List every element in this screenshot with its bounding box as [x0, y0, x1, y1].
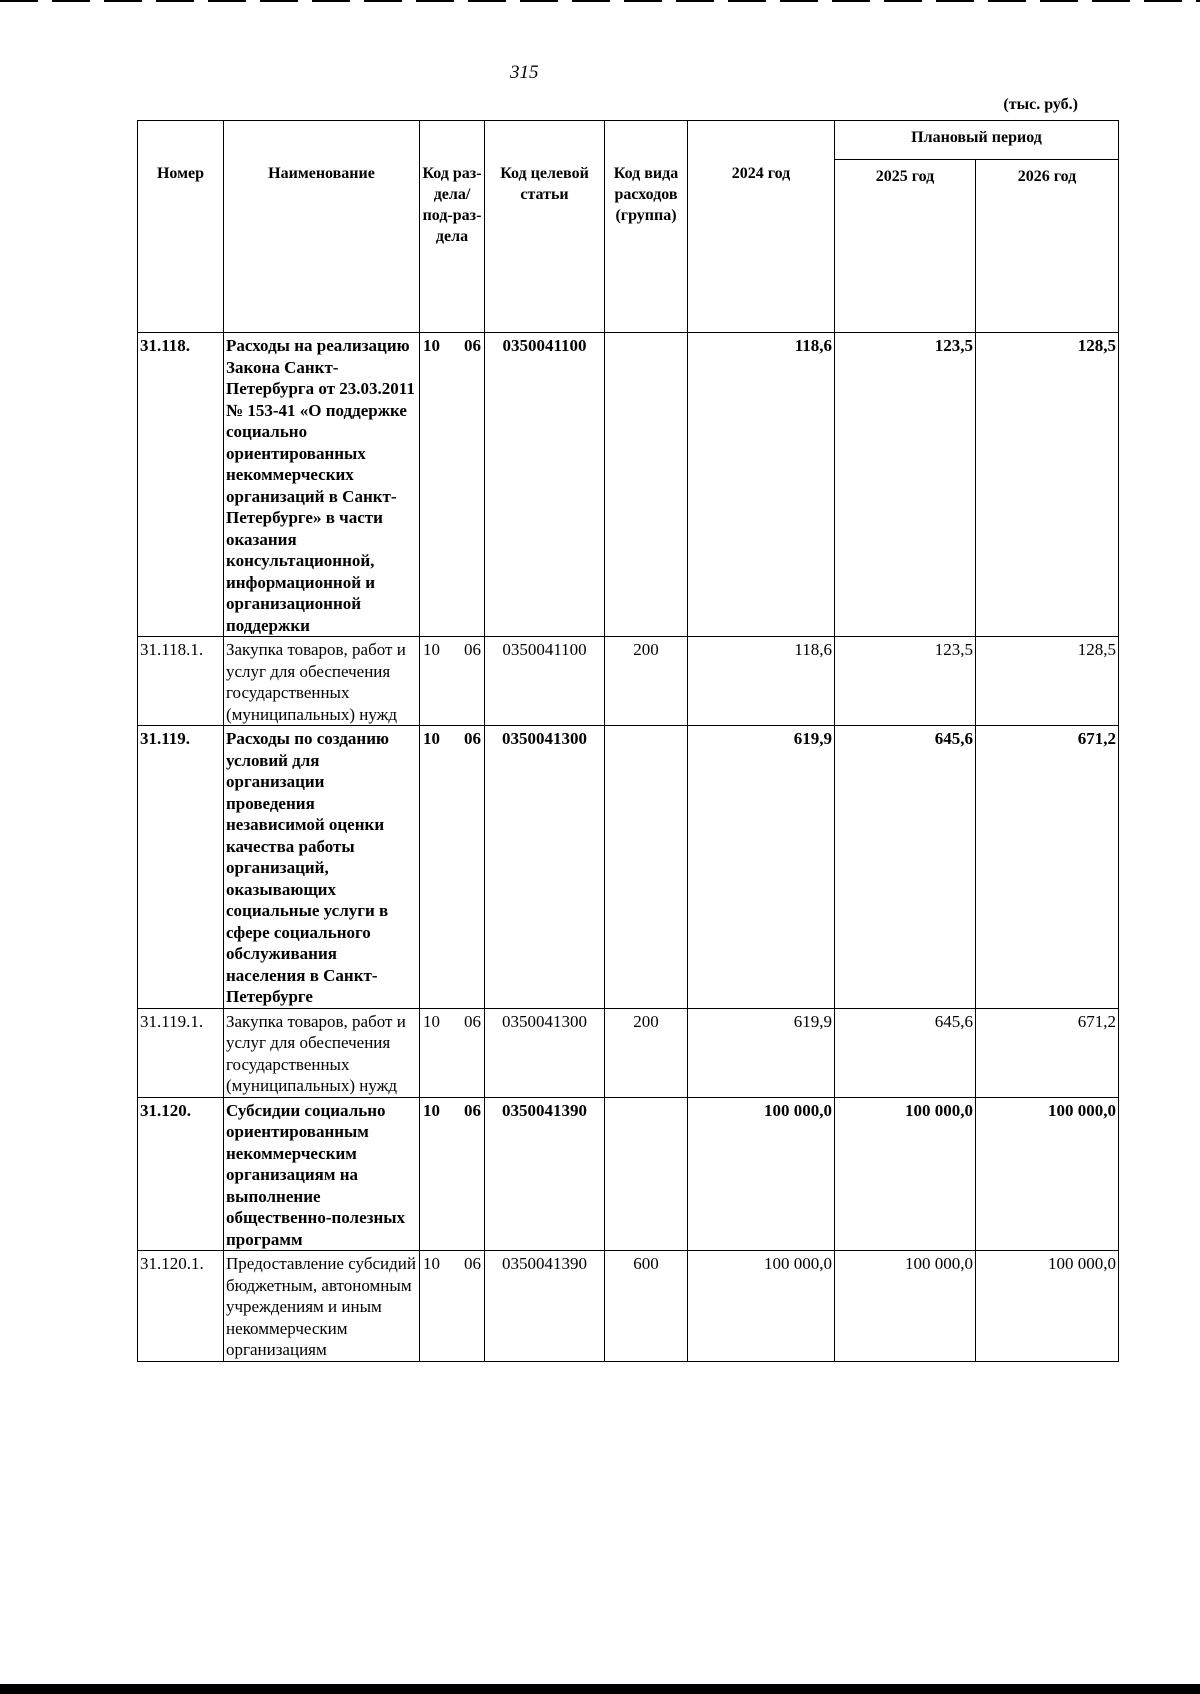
razdel-code: 10 [423, 729, 440, 748]
row-expense-type [605, 333, 688, 637]
row-amount-2024: 118,6 [688, 333, 835, 637]
row-amount-2026: 100 000,0 [976, 1251, 1119, 1362]
row-amount-2024: 100 000,0 [688, 1097, 835, 1251]
razdel-code: 10 [423, 640, 440, 659]
units-label: (тыс. руб.) [1003, 96, 1078, 113]
row-number: 31.120. [138, 1097, 224, 1251]
row-amount-2024: 100 000,0 [688, 1251, 835, 1362]
row-target-code: 0350041100 [485, 637, 605, 726]
header-year-2025: 2025 год [835, 160, 976, 333]
header-planned-period: Плановый период [835, 121, 1119, 160]
header-number: Номер [138, 121, 224, 333]
row-expense-type: 200 [605, 1008, 688, 1097]
header-target-code: Код целевой статьи [485, 121, 605, 333]
row-section-code [420, 726, 485, 1009]
header-section-code: Код раз-дела/ под-раз-дела [420, 121, 485, 333]
podrazdel-code: 06 [464, 1100, 481, 1120]
row-amount-2025: 123,5 [835, 333, 976, 637]
row-amount-2024: 619,9 [688, 1008, 835, 1097]
table-row [138, 726, 1119, 1009]
header-expense-type-code: Код вида расходов (группа) [605, 121, 688, 333]
podrazdel-code: 06 [464, 1011, 481, 1031]
header-year-2024: 2024 год [688, 121, 835, 333]
row-target-code: 0350041300 [485, 726, 605, 1009]
row-amount-2024: 118,6 [688, 637, 835, 726]
header-row [138, 121, 1119, 160]
row-section-code [420, 1097, 485, 1251]
table-row [138, 1097, 1119, 1251]
header-year-2026: 2026 год [976, 160, 1119, 333]
row-amount-2026: 671,2 [976, 1008, 1119, 1097]
row-target-code: 0350041390 [485, 1097, 605, 1251]
scan-bottom-edge [0, 1684, 1200, 1694]
scan-top-edge [0, 0, 1200, 2]
row-name: Закупка товаров, работ и услуг для обеспечения государственных (муниципальных) нужд [224, 637, 420, 726]
row-section-code [420, 1251, 485, 1362]
podrazdel-code: 06 [464, 1254, 481, 1273]
row-name: Предоставление субсидий бюджетным, автономным учреждениям и иным некоммерческим организациям [224, 1251, 420, 1362]
razdel-code: 10 [423, 1254, 440, 1273]
row-expense-type [605, 1097, 688, 1251]
row-amount-2026: 671,2 [976, 726, 1119, 1009]
row-amount-2024: 619,9 [688, 726, 835, 1009]
row-amount-2026: 128,5 [976, 333, 1119, 637]
razdel-code: 10 [423, 1100, 440, 1120]
razdel-code: 10 [423, 336, 440, 355]
header-name: Наименование [224, 121, 420, 333]
podrazdel-code: 06 [464, 336, 481, 355]
row-number: 31.119. [138, 726, 224, 1009]
row-name: Закупка товаров, работ и услуг для обеспечения государственных (муниципальных) нужд [224, 1008, 420, 1097]
row-name: Субсидии социально ориентированным некоммерческим организациям на выполнение общественно-полезных программ [224, 1097, 420, 1251]
row-section-code [420, 333, 485, 637]
row-name: Расходы по созданию условий для организации проведения независимой оценки качества работы организаций, оказывающих социальные услуги в сфере социального обслуживания населения в Санкт-Петербурге [224, 726, 420, 1009]
row-section-code [420, 1008, 485, 1097]
row-number: 31.118.1. [138, 637, 224, 726]
row-name: Расходы на реализацию Закона Санкт-Петербурга от 23.03.2011 № 153-41 «О поддержке социально ориентированных некоммерческих организаций в Санкт-Петербурге» в части оказания консультационной, информационной и организационной поддержки [224, 333, 420, 637]
row-amount-2025: 645,6 [835, 726, 976, 1009]
row-number: 31.120.1. [138, 1251, 224, 1362]
row-amount-2026: 100 000,0 [976, 1097, 1119, 1251]
row-section-code [420, 637, 485, 726]
table-row [138, 333, 1119, 637]
row-amount-2025: 645,6 [835, 1008, 976, 1097]
row-target-code: 0350041300 [485, 1008, 605, 1097]
table-row [138, 1008, 1119, 1097]
row-number: 31.118. [138, 333, 224, 637]
row-expense-type: 200 [605, 637, 688, 726]
razdel-code: 10 [423, 1011, 440, 1031]
row-expense-type [605, 726, 688, 1009]
row-number: 31.119.1. [138, 1008, 224, 1097]
row-amount-2025: 123,5 [835, 637, 976, 726]
podrazdel-code: 06 [464, 640, 481, 659]
table-row [138, 637, 1119, 726]
page-number: 315 [510, 62, 539, 83]
row-target-code: 0350041100 [485, 333, 605, 637]
row-expense-type: 600 [605, 1251, 688, 1362]
table-row [138, 1251, 1119, 1362]
row-amount-2025: 100 000,0 [835, 1097, 976, 1251]
row-amount-2026: 128,5 [976, 637, 1119, 726]
row-target-code: 0350041390 [485, 1251, 605, 1362]
podrazdel-code: 06 [464, 729, 481, 748]
budget-table [137, 120, 1119, 1362]
row-amount-2025: 100 000,0 [835, 1251, 976, 1362]
